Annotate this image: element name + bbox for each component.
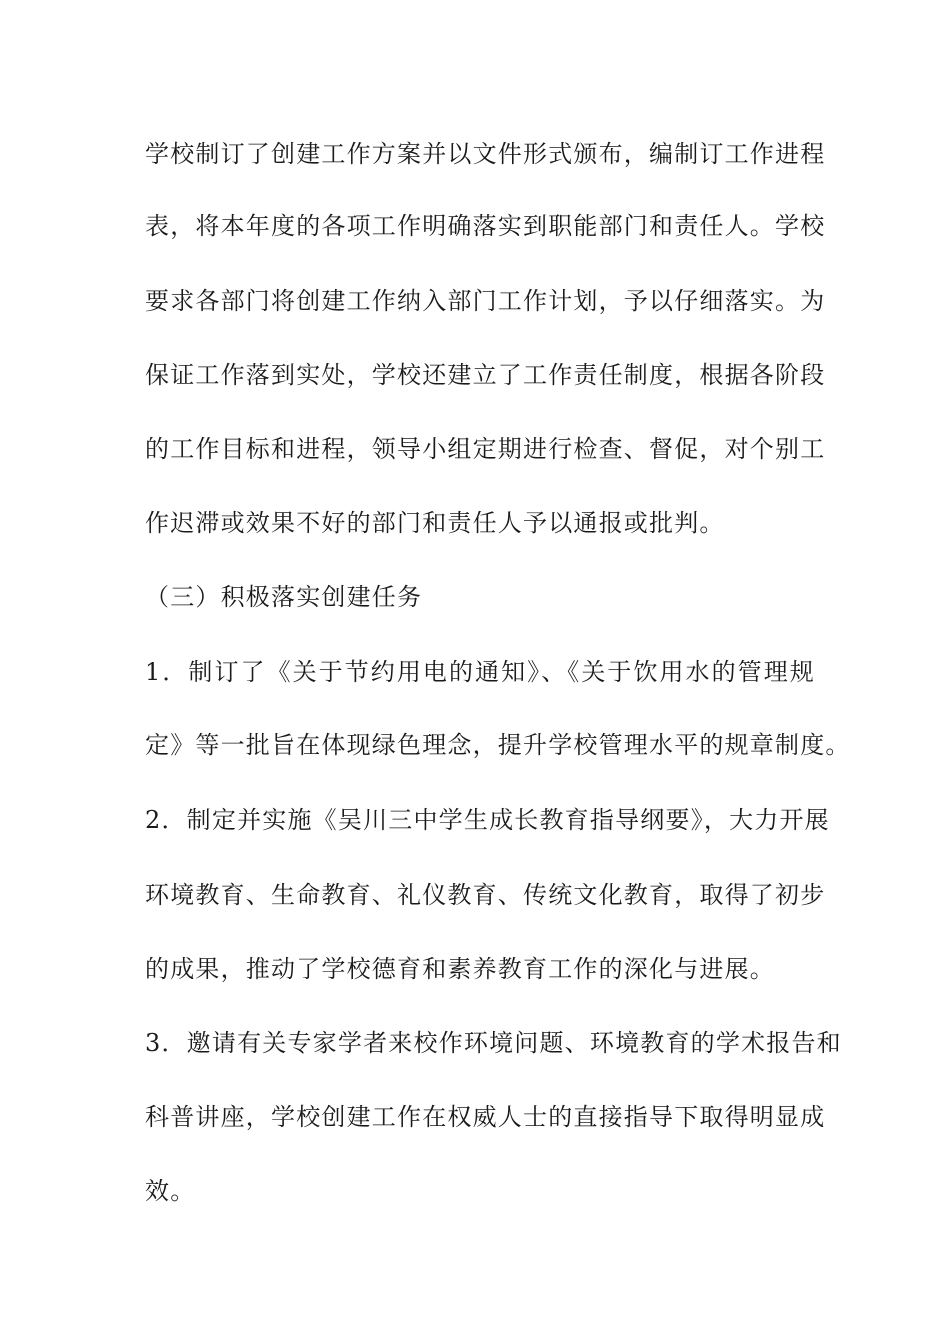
body-text-line: 要求各部门将创建工作纳入部门工作计划，予以仔细落实。为 <box>145 287 826 315</box>
list-item-line: 环境教育、生命教育、礼仪教育、传统文化教育，取得了初步 <box>145 881 826 909</box>
body-text-line: 的工作目标和进程，领导小组定期进行检查、督促，对个别工 <box>145 435 826 463</box>
body-text-line: 保证工作落到实处，学校还建立了工作责任制度，根据各阶段 <box>145 361 826 389</box>
list-item-line: 定》等一批旨在体现绿色理念，提升学校管理水平的规章制度。 <box>145 731 851 759</box>
list-item-line: 1．制订了《关于节约用电的通知》、《关于饮用水的管理规 <box>145 658 815 686</box>
list-item-line: 3．邀请有关专家学者来校作环境问题、环境教育的学术报告和 <box>145 1029 842 1057</box>
list-item-line: 效。 <box>145 1177 196 1205</box>
list-item-line: 科普讲座，学校创建工作在权威人士的直接指导下取得明显成 <box>145 1103 826 1131</box>
list-item-line: 2．制定并实施《吴川三中学生成长教育指导纲要》，大力开展 <box>145 806 830 834</box>
body-text-line: 学校制订了创建工作方案并以文件形式颁布，编制订工作进程 <box>145 140 826 168</box>
section-heading: （三）积极落实创建任务 <box>145 583 423 611</box>
body-text-line: 作迟滞或效果不好的部门和责任人予以通报或批判。 <box>145 509 725 537</box>
list-item-line: 的成果，推动了学校德育和素养教育工作的深化与进展。 <box>145 955 775 983</box>
body-text-line: 表，将本年度的各项工作明确落实到职能部门和责任人。学校 <box>145 212 826 240</box>
